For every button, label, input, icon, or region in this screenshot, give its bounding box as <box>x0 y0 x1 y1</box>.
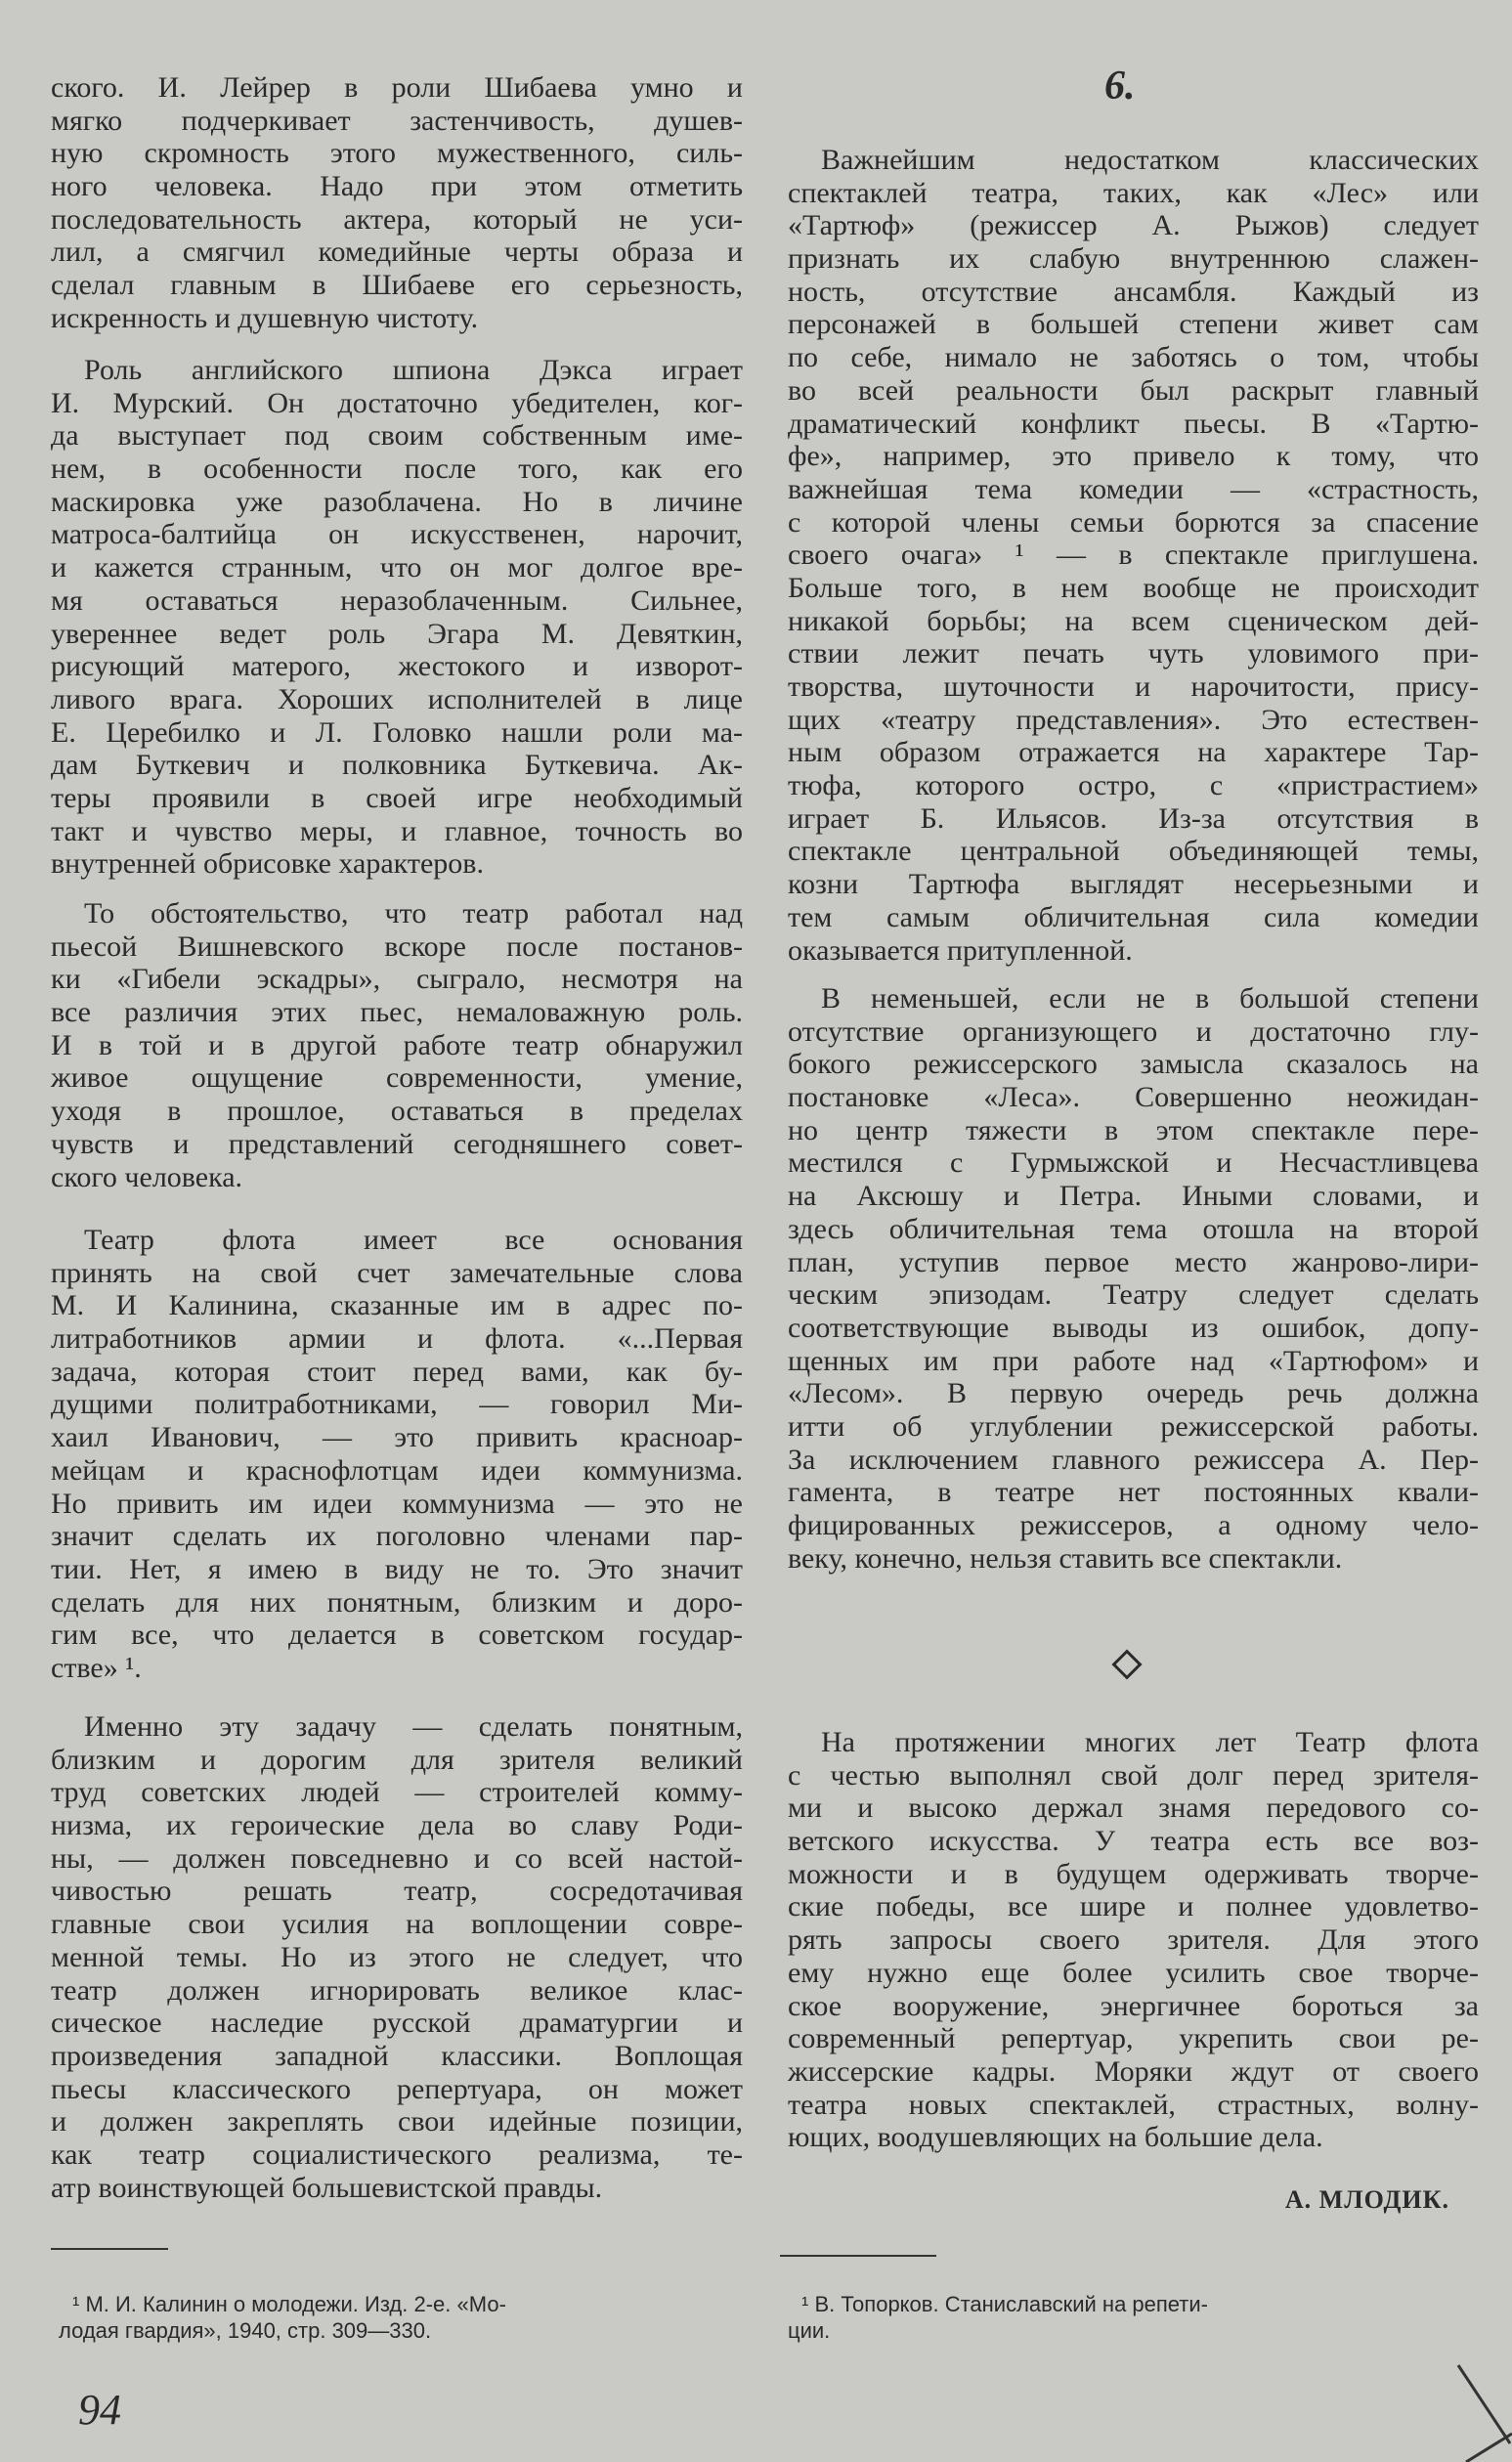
text-line: литработников армии и флота. «...Первая <box>51 1322 743 1356</box>
text-line: теры проявили в своей игре необходимый <box>51 781 743 814</box>
text-line: на Аксюшу и Петра. Иными словами, и <box>788 1180 1479 1213</box>
text-line: во всей реальности был раскрыт главный <box>788 373 1479 407</box>
text-line: Важнейшим недостатком классических <box>821 144 1479 176</box>
text-line: задача, которая стоит перед вами, как бу- <box>51 1355 743 1388</box>
text-line: театра новых спектаклей, страстных, волну- <box>788 2088 1479 2121</box>
text-line: гим все, что делается в советском государ- <box>51 1619 743 1652</box>
text-line: рисующий матерого, жестокого и изворот- <box>51 650 743 683</box>
text-line: фе», например, это привело к тому, что <box>788 440 1479 473</box>
text-line: ны, — должен повседневно и со всей настой- <box>51 1841 743 1875</box>
text-line: щенных им при работе над «Тартюфом» и <box>788 1344 1479 1377</box>
right-column <box>788 0 1479 2462</box>
text-line: «Лесом». В первую очередь речь должна <box>788 1377 1479 1410</box>
text-line: щих «театру представления». Это естествен- <box>788 703 1479 736</box>
text-line: план, уступив первое место жанрово-лири- <box>788 1245 1479 1278</box>
text-line: За исключением главного режиссера А. Пер- <box>788 1443 1479 1476</box>
paragraph <box>51 71 743 335</box>
text-line: с которой члены семьи борются за спасение <box>788 505 1479 539</box>
paragraph <box>788 982 1479 1575</box>
text-line: чивостью решать театр, сосредотачивая <box>51 1875 743 1908</box>
text-line: как театр социалистического реализма, те- <box>51 2138 743 2171</box>
text-line: местился с Гурмыжской и Несчастливцева <box>788 1146 1479 1180</box>
text-line: На протяжении многих лет Театр флота <box>821 1726 1479 1758</box>
author-signature: А. МЛОДИК. <box>1284 2185 1449 2214</box>
section-number: 6. <box>1104 64 1136 108</box>
text-line: сделать для них понятным, близким и доро- <box>51 1585 743 1619</box>
text-line: персонажей в большей степени живет сам <box>788 308 1479 341</box>
text-line: фицированных режиссеров, а одному чело- <box>788 1509 1479 1541</box>
text-line: произведения западной классики. Воплощая <box>51 2039 743 2072</box>
text-line: своего очага» ¹ — в спектакле приглушена. <box>788 539 1479 572</box>
text-line: ему нужно еще более усилить свое творче- <box>788 1956 1479 1989</box>
text-line: ского. И. Лейрер в роли Шибаева умно и <box>51 71 743 104</box>
text-line: стве» ¹. <box>51 1651 142 1684</box>
text-line: принять на свой счет замечательные слова <box>51 1256 743 1289</box>
text-line: бокого режиссерского замысла сказалось на <box>788 1048 1479 1081</box>
text-line: последовательность актера, который не уси- <box>51 202 743 236</box>
footnote-divider <box>51 2248 168 2250</box>
text-line: тюфа, которого остро, с «пристрастием» <box>788 769 1479 802</box>
text-line: дущими политработниками, — говорил Ми- <box>51 1388 743 1421</box>
text-line: жиссерские кадры. Моряки ждут от своего <box>788 2054 1479 2088</box>
text-line: «Тартюф» (режиссер А. Рыжов) следует <box>788 209 1479 242</box>
text-line: Но привить им идеи коммунизма — это не <box>51 1487 743 1520</box>
text-line: веку, конечно, нельзя ставить все спектакли. <box>788 1541 1343 1575</box>
text-line: сическое наследие русской драматургии и <box>51 2007 743 2040</box>
text-line: рять запросы своего зрителя. Для этого <box>788 1923 1479 1957</box>
text-line: ское вооружение, энергичнее бороться за <box>788 1989 1479 2022</box>
text-line: современный репертуар, укрепить свои ре- <box>788 2022 1479 2055</box>
text-line: искренность и душевную чистоту. <box>51 301 479 334</box>
text-line: мя оставаться неразоблаченным. Сильнее, <box>51 583 743 617</box>
text-line: мейцам и краснофлотцам идеи коммунизма. <box>51 1453 743 1487</box>
text-line: чувств и представлений сегодняшнего совет- <box>51 1127 743 1160</box>
text-line: гамента, в театре нет постоянных квали- <box>788 1476 1479 1509</box>
text-line: драматический конфликт пьесы. В «Тартю- <box>788 407 1479 440</box>
text-line: лил, а смягчил комедийные черты образа и <box>51 236 743 269</box>
text-line: но центр тяжести в этом спектакле пере- <box>788 1113 1479 1146</box>
footnote-line: ¹ В. Топорков. Станиславский на репети- <box>801 2292 1208 2316</box>
text-line: Театр флота имеет все основания <box>84 1224 743 1256</box>
text-line: Роль английского шпиона Дэкса играет <box>84 354 743 386</box>
text-line: никакой борьбы; на всем сценическом дей- <box>788 604 1479 637</box>
text-line: близким и дорогим для зрителя великий <box>51 1743 743 1776</box>
text-line: соответствующие выводы из ошибок, допу- <box>788 1311 1479 1344</box>
page-number: 94 <box>78 2386 121 2434</box>
text-line: ческим эпизодам. Театру следует сделать <box>788 1278 1479 1312</box>
text-line: с честью выполнял свой долг перед зрителя- <box>788 1758 1479 1792</box>
text-line: козни Тартюфа выглядят несерьезными и <box>788 868 1479 901</box>
text-line: дам Буткевич и полковника Буткевича. Ак- <box>51 749 743 782</box>
text-line: ки «Гибели эскадры», сыграло, несмотря на <box>51 963 743 996</box>
text-line: внутренней обрисовке характеров. <box>51 847 484 881</box>
paragraph <box>788 1726 1479 2154</box>
text-line: То обстоятельство, что театр работал над <box>84 897 743 929</box>
footnote-line: ¹ М. И. Калинин о молодежи. Изд. 2-е. «Мо- <box>72 2292 506 2316</box>
text-line: нем, в особенности после того, как его <box>51 453 743 486</box>
text-line: ливого врага. Хороших исполнителей в лице <box>51 682 743 715</box>
text-line: тем самым обличительная сила комедии <box>788 900 1479 933</box>
paragraph <box>51 1710 743 2204</box>
text-line: маскировка уже разоблачена. Но в личине <box>51 485 743 518</box>
text-line: значит сделать их поголовно членами пар- <box>51 1520 743 1553</box>
text-line: главные свои усилия на воплощении совре- <box>51 1908 743 1941</box>
text-line: мягко подчеркивает застенчивость, душев- <box>51 104 743 137</box>
text-line: М. И Калинина, сказанные им в адрес по- <box>51 1289 743 1322</box>
text-line: живое ощущение современности, умение, <box>51 1061 743 1095</box>
text-line: творства, шуточности и нарочитости, прису- <box>788 670 1479 703</box>
text-line: важнейшая тема комедии — «страстность, <box>788 472 1479 505</box>
text-line: отсутствие организующего и достаточно глу- <box>788 1015 1479 1048</box>
text-line: признать их слабую внутреннюю слажен- <box>788 242 1479 276</box>
text-line: тии. Нет, я имею в виду не то. Это значит <box>51 1552 743 1585</box>
text-line: итти об углублении режиссерской работы. <box>788 1409 1479 1443</box>
text-line: менной темы. Но из этого не следует, что <box>51 1940 743 1973</box>
text-line: пьесы классического репертуара, он может <box>51 2072 743 2105</box>
text-line: ского человека. <box>51 1160 243 1193</box>
text-line: ющих, воодушевляющих на большие дела. <box>788 2121 1323 2154</box>
paragraph <box>51 354 743 881</box>
text-line: и кажется странным, что он мог долгое вре- <box>51 551 743 584</box>
text-line: труд советских людей — строителей комму- <box>51 1776 743 1809</box>
text-line: такт и чувство меры, и главное, точность во <box>51 814 743 847</box>
text-line: уходя в прошлое, оставаться в пределах <box>51 1095 743 1128</box>
text-line: ские победы, все шире и полнее удовлетво- <box>788 1890 1479 1923</box>
text-line: Больше того, в нем вообще не происходит <box>788 571 1479 604</box>
paragraph <box>788 144 1479 967</box>
text-line: ным образом отражается на характере Тар- <box>788 736 1479 769</box>
text-line: и должен закреплять свои идейные позиции, <box>51 2105 743 2138</box>
text-line: увереннее ведет роль Эгара М. Девяткин, <box>51 617 743 650</box>
text-line: театр должен игнорировать великое клас- <box>51 1973 743 2007</box>
text-line: ветского искусства. У театра есть все воз- <box>788 1825 1479 1858</box>
text-line: можности и в будущем одерживать творче- <box>788 1857 1479 1890</box>
text-line: играет Б. Ильясов. Из-за отсутствия в <box>788 801 1479 835</box>
text-line: И в той и в другой работе театр обнаружил <box>51 1028 743 1061</box>
paragraph <box>51 1224 743 1685</box>
text-line: ми и высоко держал знамя передового со- <box>788 1792 1479 1825</box>
text-line: Именно эту задачу — сделать понятным, <box>84 1710 743 1743</box>
text-line: низма, их героические дела во славу Роди- <box>51 1809 743 1842</box>
text-line: спектакле центральной объединяющей темы, <box>788 835 1479 868</box>
text-line: оказывается притупленной. <box>788 933 1133 967</box>
text-line: И. Мурский. Он достаточно убедителен, ког- <box>51 386 743 419</box>
text-line: хаил Иванович, — это привить красноар- <box>51 1421 743 1454</box>
paragraph <box>51 897 743 1193</box>
text-line: здесь обличительная тема отошла на второй <box>788 1212 1479 1245</box>
text-line: да выступает под своим собственным име- <box>51 419 743 453</box>
text-line: сделал главным в Шибаеве его серьезность, <box>51 269 743 302</box>
text-line: ного человека. Надо при этом отметить <box>51 170 743 203</box>
footnote-line: лодая гвардия», 1940, стр. 309—330. <box>59 2318 432 2343</box>
text-line: матроса-балтийца он искусственен, нарочит, <box>51 518 743 551</box>
footnote-divider <box>780 2255 936 2257</box>
text-line: ную скромность этого мужественного, силь- <box>51 137 743 170</box>
text-line: по себе, нимало не заботясь о том, чтобы <box>788 341 1479 374</box>
text-line: ствии лежит печать чуть уловимого при- <box>788 637 1479 670</box>
left-column <box>51 0 743 2462</box>
footnote-right <box>788 2291 1472 2344</box>
text-line: ность, отсутствие ансамбля. Каждый из <box>788 275 1479 308</box>
text-line: пьесой Вишневского вскоре после постанов- <box>51 929 743 963</box>
text-line: постановке «Леса». Совершенно неожидан- <box>788 1081 1479 1114</box>
footnote-line: ции. <box>788 2318 831 2343</box>
text-line: атр воинствующей большевистской правды. <box>51 2171 603 2204</box>
footnote-left <box>59 2291 694 2344</box>
text-line: спектаклей театра, таких, как «Лес» или <box>788 176 1479 209</box>
text-line: В неменьшей, если не в большой степени <box>821 982 1479 1015</box>
text-line: все различия этих пьес, немаловажную роль. <box>51 996 743 1029</box>
text-line: Е. Церебилко и Л. Головко нашли роли ма- <box>51 715 743 749</box>
